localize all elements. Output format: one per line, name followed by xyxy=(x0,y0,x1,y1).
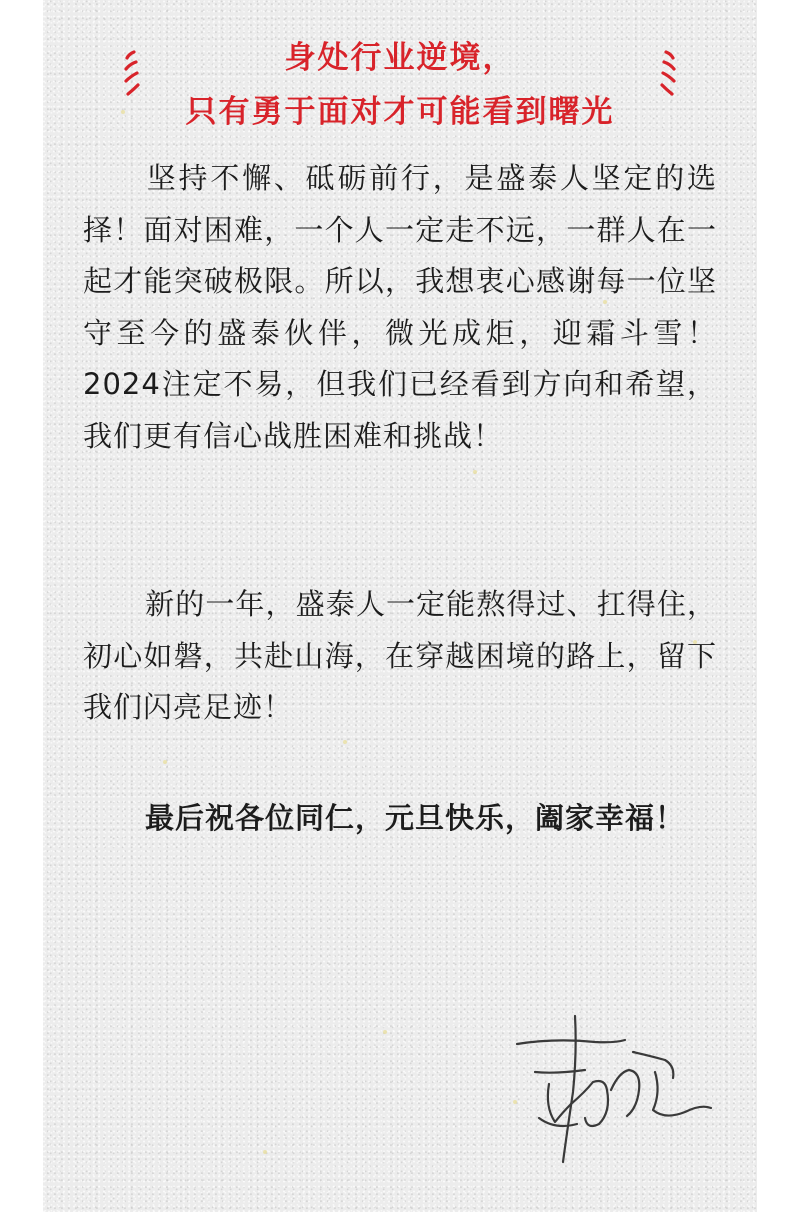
paragraph-2-text: 新的一年，盛泰人一定能熬得过、扛得住，初心如磐，共赴山海，在穿越困境的路上，留下我们闪亮足迹！ xyxy=(83,587,717,724)
sparkle xyxy=(383,1030,387,1034)
title-line-2: 只有勇于面对才可能看到曙光 xyxy=(185,94,615,130)
sparkle xyxy=(263,1150,267,1154)
signature-icon xyxy=(515,1012,715,1172)
closing-wish-text: 最后祝各位同仁，元旦快乐，阖家幸福！ xyxy=(145,801,686,835)
sparkle xyxy=(163,760,167,764)
sparkle xyxy=(343,740,347,744)
paragraph-1 xyxy=(83,153,717,462)
title-line-1: 身处行业逆境， xyxy=(284,40,516,76)
paragraph-1-text: 坚持不懈、砥砺前行，是盛泰人坚定的选择！面对困难，一个人一定走不远，一群人在一起才能突破极限。所以，我想衷心感谢每一位坚守至今的盛泰伙伴，微光成炬，迎霜斗雪！2024注定不易，但我们已经看到方向和希望，我们更有信心战胜困难和挑战！ xyxy=(83,161,717,453)
paragraph-2 xyxy=(83,579,717,734)
sparkle xyxy=(473,470,477,474)
closing-wish xyxy=(83,793,717,845)
